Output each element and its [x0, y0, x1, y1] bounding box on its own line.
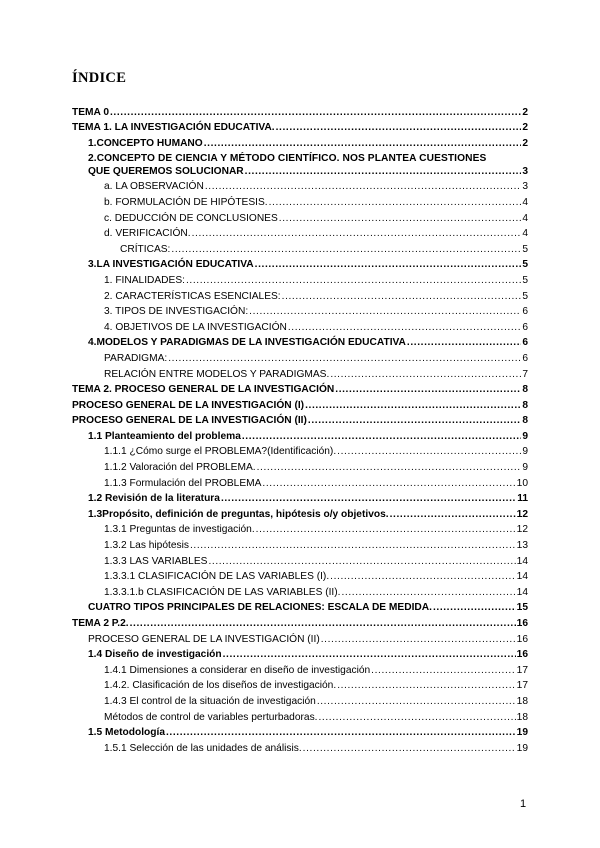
leader-dots — [407, 337, 521, 349]
toc-entry-label: TEMA 2. PROCESO GENERAL DE LA INVESTIGACIÓN — [72, 384, 335, 396]
toc-entry[interactable] — [72, 209, 528, 225]
toc-entry[interactable] — [72, 646, 528, 662]
leader-dots — [256, 524, 516, 536]
toc-entry-page: 17 — [516, 680, 528, 692]
toc-entry-page: 6 — [522, 352, 528, 364]
toc-entry-page: 8 — [522, 399, 528, 411]
leader-dots — [303, 743, 516, 755]
toc-entry-label: TEMA 2 P.2. — [72, 618, 129, 629]
leader-dots — [308, 415, 521, 427]
toc-entry[interactable] — [72, 692, 528, 708]
toc-entry-label: c. DEDUCCIÓN DE CONCLUSIONES — [104, 212, 278, 224]
toc-entry[interactable] — [72, 505, 528, 521]
toc-entry-page: 14 — [516, 555, 528, 567]
toc-entry-label: PROCESO GENERAL DE LA INVESTIGACIÓN (II) — [72, 415, 307, 427]
toc-entry-page: 7 — [522, 368, 528, 380]
toc-entry-continuation[interactable] — [72, 165, 528, 178]
toc-entry-page: 8 — [522, 384, 528, 396]
leader-dots — [204, 138, 522, 150]
table-of-contents — [72, 103, 528, 755]
toc-entry[interactable] — [72, 256, 528, 272]
toc-entry-label: 1.4.1 Dimensiones a considerar en diseño de investigación — [104, 664, 371, 676]
toc-entry-label: 2.CONCEPTO DE CIENCIA Y MÉTODO CIENTÍFICO. NOS PLANTEA CUESTIONES — [88, 152, 487, 164]
toc-entry[interactable] — [72, 334, 528, 350]
leader-dots — [255, 259, 522, 271]
leader-dots — [190, 540, 516, 552]
toc-entry[interactable] — [72, 583, 528, 599]
toc-entry-label: 1.3.3 LAS VARIABLES — [104, 555, 208, 567]
toc-entry-label: PROCESO GENERAL DE LA INVESTIGACIÓN (II) — [88, 633, 320, 645]
toc-entry-label: 3. TIPOS DE INVESTIGACIÓN: — [104, 306, 249, 318]
leader-dots — [166, 727, 516, 739]
toc-entry[interactable] — [72, 630, 528, 646]
leader-dots — [341, 587, 515, 599]
leader-dots — [305, 400, 521, 412]
leader-dots — [330, 369, 521, 381]
toc-entry[interactable] — [72, 661, 528, 677]
leader-dots — [337, 680, 515, 692]
toc-entry-label: 1.2 Revisión de la literatura — [88, 493, 220, 505]
toc-entry-page: 19 — [516, 727, 528, 739]
toc-entry[interactable] — [72, 349, 528, 365]
toc-entry[interactable] — [72, 225, 528, 241]
toc-entry[interactable] — [72, 271, 528, 287]
toc-entry[interactable] — [72, 303, 528, 319]
leader-dots — [330, 571, 516, 583]
toc-entry[interactable] — [72, 443, 528, 459]
toc-entry-page: 3 — [522, 165, 528, 177]
leader-dots — [371, 665, 515, 677]
toc-entry-page: 13 — [516, 540, 528, 552]
toc-entry-label: 1.4 Diseño de investigación — [88, 649, 222, 661]
toc-entry-page: 9 — [522, 446, 528, 458]
toc-entry[interactable] — [72, 381, 528, 397]
toc-entry[interactable] — [72, 178, 528, 194]
toc-entry-label: PROCESO GENERAL DE LA INVESTIGACIÓN (I) — [72, 399, 305, 411]
toc-entry-label: b. FORMULACIÓN DE HIPÓTESIS. — [104, 196, 268, 208]
leader-dots — [257, 462, 522, 474]
toc-entry[interactable] — [72, 677, 528, 693]
leader-dots — [288, 322, 521, 334]
toc-entry-label: CRÍTICAS: — [120, 243, 171, 255]
toc-entry-page: 5 — [522, 290, 528, 302]
toc-entry[interactable] — [72, 240, 528, 256]
toc-entry-label: 1.CONCEPTO HUMANO — [88, 137, 203, 149]
leader-dots — [276, 122, 522, 134]
toc-entry-page: 3 — [522, 181, 528, 193]
toc-entry-label: 1.3.3.1.b CLASIFICACIÓN DE LAS VARIABLES (II). — [104, 586, 341, 598]
toc-entry-page: 15 — [516, 602, 528, 614]
toc-entry-page: 6 — [522, 337, 528, 349]
leader-dots — [433, 602, 516, 614]
leader-dots — [269, 197, 522, 209]
toc-entry-page: 5 — [522, 259, 528, 271]
leader-dots — [282, 291, 522, 303]
toc-entry-label: d. VERIFICACIÓN. — [104, 228, 191, 240]
toc-entry-label: 1.1.1 ¿Cómo surge el PROBLEMA?(Identificación). — [104, 446, 337, 458]
toc-entry-page: 16 — [516, 649, 528, 661]
leader-dots — [223, 649, 516, 661]
leader-dots — [130, 618, 516, 630]
toc-entry-label: 1.1.2 Valoración del PROBLEMA. — [104, 462, 256, 474]
toc-entry[interactable] — [72, 552, 528, 568]
toc-entry-page: 9 — [522, 462, 528, 474]
toc-entry-label: 1.3.2 Las hipótesis — [104, 540, 189, 552]
toc-entry[interactable] — [72, 150, 528, 165]
leader-dots — [242, 431, 521, 443]
toc-entry-label: RELACIÓN ENTRE MODELOS Y PARADIGMAS. — [104, 368, 330, 380]
toc-entry[interactable] — [72, 318, 528, 334]
toc-entry-label: 1.3.3.1 CLASIFICACIÓN DE LAS VARIABLES (I). — [104, 571, 330, 583]
leader-dots — [171, 244, 521, 256]
toc-entry[interactable] — [72, 708, 528, 724]
toc-entry-label: 2. CARACTERÍSTICAS ESENCIALES: — [104, 290, 281, 302]
toc-entry-label: 4. OBJETIVOS DE LA INVESTIGACIÓN — [104, 321, 287, 333]
leader-dots — [317, 696, 516, 708]
toc-entry[interactable] — [72, 568, 528, 584]
leader-dots — [262, 478, 515, 490]
toc-entry-label: 1.1 Planteamiento del problema — [88, 430, 241, 442]
leader-dots — [335, 384, 521, 396]
leader-dots — [319, 712, 516, 724]
toc-entry[interactable] — [72, 739, 528, 755]
leader-dots — [337, 446, 521, 458]
toc-entry[interactable] — [72, 427, 528, 443]
toc-entry-label: 1. FINALIDADES: — [104, 274, 185, 286]
page-number: 1 — [520, 798, 527, 810]
toc-entry-page: 4 — [522, 196, 528, 208]
toc-entry[interactable] — [72, 474, 528, 490]
leader-dots — [245, 166, 522, 178]
toc-entry[interactable] — [72, 521, 528, 537]
toc-entry[interactable] — [72, 134, 528, 150]
toc-entry[interactable] — [72, 287, 528, 303]
toc-entry-label: TEMA 1. LA INVESTIGACIÓN EDUCATIVA. — [72, 122, 275, 134]
toc-entry-page: 16 — [516, 618, 528, 629]
leader-dots — [110, 107, 521, 119]
toc-entry-page: 9 — [522, 430, 528, 442]
toc-entry-label: 3.LA INVESTIGACIÓN EDUCATIVA — [88, 259, 254, 271]
leader-dots — [208, 556, 515, 568]
toc-entry-label: PARADIGMA: — [104, 352, 168, 364]
toc-entry-page: 14 — [516, 571, 528, 583]
leader-dots — [168, 353, 521, 365]
toc-entry[interactable] — [72, 193, 528, 209]
leader-dots — [221, 493, 516, 505]
toc-entry-label: 1.5.1 Selección de las unidades de análisis. — [104, 742, 302, 754]
index-title: ÍNDICE — [72, 70, 127, 86]
toc-entry-page: 18 — [516, 695, 528, 707]
toc-entry-page: 2 — [522, 137, 528, 149]
toc-entry-label: 4.MODELOS Y PARADIGMAS DE LA INVESTIGACIÓN EDUCATIVA — [88, 337, 406, 349]
toc-entry[interactable] — [72, 536, 528, 552]
toc-entry-page: 6 — [522, 321, 528, 333]
toc-entry[interactable] — [72, 490, 528, 506]
toc-entry-page: 4 — [522, 228, 528, 240]
leader-dots — [321, 634, 516, 646]
toc-entry-label: a. LA OBSERVACIÓN — [104, 181, 204, 193]
toc-entry-label: 1.5 Metodología — [88, 727, 165, 739]
leader-dots — [186, 275, 521, 287]
toc-entry-label: 1.4.3 El control de la situación de investigación — [104, 695, 316, 707]
toc-entry-page: 12 — [516, 524, 528, 536]
toc-entry-page: 5 — [522, 274, 528, 286]
toc-entry-label: 1.3.1 Preguntas de investigación. — [104, 524, 255, 536]
toc-entry-page: 17 — [516, 664, 528, 676]
toc-entry[interactable] — [72, 396, 528, 412]
toc-entry-page: 11 — [517, 493, 528, 505]
toc-entry-page: 8 — [522, 415, 528, 427]
toc-entry[interactable] — [72, 365, 528, 381]
toc-entry-page: 12 — [516, 508, 528, 520]
toc-entry-label: TEMA 0 — [72, 106, 109, 118]
leader-dots — [205, 181, 521, 193]
toc-entry[interactable] — [72, 724, 528, 740]
toc-entry-page: 16 — [516, 633, 528, 645]
toc-entry-label: 1.4.2. Clasificación de los diseños de investigación. — [104, 680, 337, 692]
toc-entry-label: 1.3Propósito, definición de preguntas, hipótesis o/y objetivos. — [88, 508, 389, 520]
leader-dots — [279, 213, 522, 225]
leader-dots — [249, 306, 521, 318]
toc-entry-label: CUATRO TIPOS PRINCIPALES DE RELACIONES: ESCALA DE MEDIDA. — [88, 602, 432, 614]
leader-dots — [390, 509, 516, 521]
toc-entry[interactable] — [72, 103, 528, 119]
toc-entry-page: 6 — [522, 306, 528, 318]
toc-entry-page: 2 — [522, 122, 528, 134]
toc-entry[interactable] — [72, 458, 528, 474]
toc-entry-page: 19 — [516, 742, 528, 754]
leader-dots — [192, 228, 522, 240]
toc-entry-label: Métodos de control de variables perturbadoras. — [104, 711, 318, 723]
toc-entry[interactable] — [72, 599, 528, 615]
toc-entry[interactable] — [72, 412, 528, 428]
toc-entry[interactable] — [72, 119, 528, 135]
toc-entry-page: 14 — [516, 586, 528, 598]
toc-entry-page: 18 — [516, 711, 528, 723]
toc-entry-label: QUE QUEREMOS SOLUCIONAR — [88, 165, 244, 177]
toc-entry-page: 10 — [516, 477, 528, 489]
toc-entry-label: 1.1.3 Formulación del PROBLEMA — [104, 477, 262, 489]
toc-entry[interactable] — [72, 614, 528, 630]
toc-entry-page: 2 — [522, 106, 528, 118]
toc-entry-page: 5 — [522, 243, 528, 255]
toc-entry-page: 4 — [522, 212, 528, 224]
